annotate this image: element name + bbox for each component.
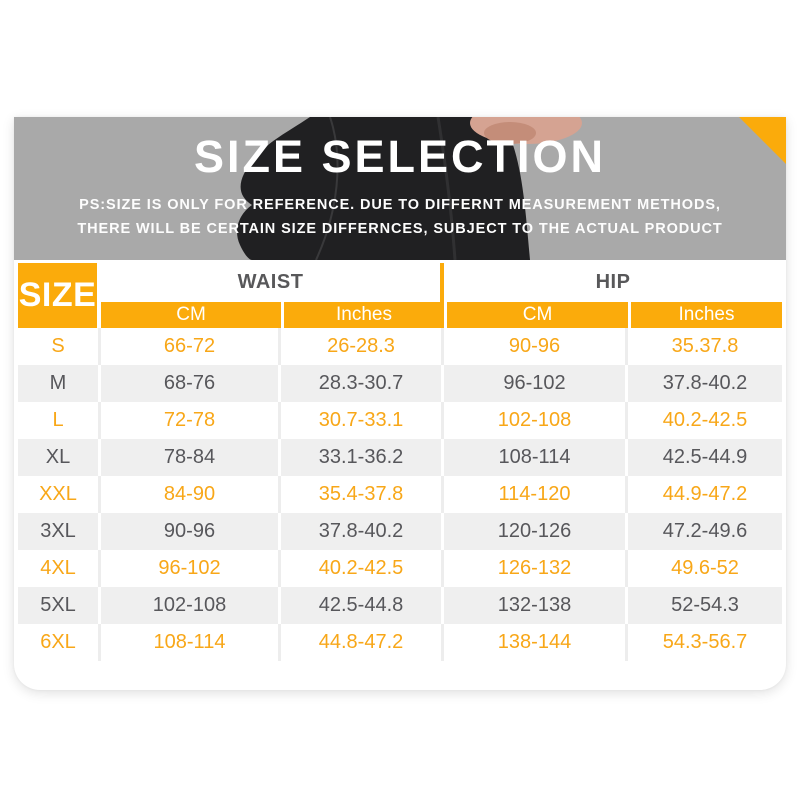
waist-cm-cell: 102-108	[101, 587, 281, 624]
photo-banner	[14, 117, 786, 260]
waist-cm-cell: 96-102	[101, 550, 281, 587]
unit-header-row	[18, 302, 782, 328]
hip-inches-cell: 35.37.8	[628, 328, 782, 365]
hip-inches-cell: 42.5-44.9	[628, 439, 782, 476]
hip-inches-header: Inches	[628, 302, 782, 328]
hip-cm-cell: 96-102	[444, 365, 628, 402]
waist-inches-cell: 40.2-42.5	[281, 550, 444, 587]
waist-inches-header: Inches	[281, 302, 444, 328]
waist-inches-cell: 42.5-44.8	[281, 587, 444, 624]
size-column-header: SIZE	[18, 263, 101, 328]
size-label-cell: L	[18, 402, 101, 439]
size-label-cell: M	[18, 365, 101, 402]
waist-cm-cell: 72-78	[101, 402, 281, 439]
waist-inches-cell: 37.8-40.2	[281, 513, 444, 550]
hip-cm-header: CM	[444, 302, 628, 328]
hip-inches-cell: 52-54.3	[628, 587, 782, 624]
hip-cm-cell: 108-114	[444, 439, 628, 476]
waist-inches-cell: 28.3-30.7	[281, 365, 444, 402]
waist-cm-header: CM	[101, 302, 281, 328]
table-row	[18, 624, 782, 661]
hip-inches-cell: 40.2-42.5	[628, 402, 782, 439]
hip-cm-cell: 102-108	[444, 402, 628, 439]
table-row	[18, 476, 782, 513]
waist-inches-cell: 26-28.3	[281, 328, 444, 365]
size-note-line-2: THERE WILL BE CERTAIN SIZE DIFFERNCES, SUBJECT TO THE ACTUAL PRODUCT	[77, 221, 723, 237]
size-label-cell: XXL	[18, 476, 101, 513]
hip-cm-cell: 126-132	[444, 550, 628, 587]
table-row	[18, 550, 782, 587]
size-table	[18, 263, 782, 661]
group-header-row	[18, 263, 782, 302]
hip-inches-cell: 44.9-47.2	[628, 476, 782, 513]
size-label-cell: 6XL	[18, 624, 101, 661]
size-note-line-1: PS:SIZE IS ONLY FOR REFERENCE. DUE TO DIFFERNT MEASUREMENT METHODS,	[79, 197, 721, 213]
waist-cm-cell: 108-114	[101, 624, 281, 661]
table-row	[18, 513, 782, 550]
size-label-cell: 3XL	[18, 513, 101, 550]
size-label-cell: S	[18, 328, 101, 365]
hip-inches-cell: 49.6-52	[628, 550, 782, 587]
waist-inches-cell: 44.8-47.2	[281, 624, 444, 661]
waist-group-header: WAIST	[101, 263, 444, 302]
waist-cm-cell: 84-90	[101, 476, 281, 513]
waist-cm-cell: 68-76	[101, 365, 281, 402]
hip-cm-cell: 90-96	[444, 328, 628, 365]
waist-cm-cell: 90-96	[101, 513, 281, 550]
table-row	[18, 328, 782, 365]
hip-cm-cell: 120-126	[444, 513, 628, 550]
table-row	[18, 365, 782, 402]
banner-notes	[14, 193, 786, 241]
size-chart-card	[14, 117, 786, 690]
waist-cm-cell: 78-84	[101, 439, 281, 476]
hip-cm-cell: 132-138	[444, 587, 628, 624]
waist-inches-cell: 30.7-33.1	[281, 402, 444, 439]
size-label-cell: 5XL	[18, 587, 101, 624]
size-rows	[18, 328, 782, 661]
table-row	[18, 402, 782, 439]
size-label-cell: XL	[18, 439, 101, 476]
waist-cm-cell: 66-72	[101, 328, 281, 365]
table-row	[18, 587, 782, 624]
table-row	[18, 439, 782, 476]
hip-cm-cell: 138-144	[444, 624, 628, 661]
hip-inches-cell: 47.2-49.6	[628, 513, 782, 550]
banner-title: SIZE SELECTION	[193, 131, 607, 182]
size-label-cell: 4XL	[18, 550, 101, 587]
waist-inches-cell: 33.1-36.2	[281, 439, 444, 476]
hip-inches-cell: 37.8-40.2	[628, 365, 782, 402]
hip-inches-cell: 54.3-56.7	[628, 624, 782, 661]
hip-cm-cell: 114-120	[444, 476, 628, 513]
hip-group-header: HIP	[444, 263, 782, 302]
waist-inches-cell: 35.4-37.8	[281, 476, 444, 513]
